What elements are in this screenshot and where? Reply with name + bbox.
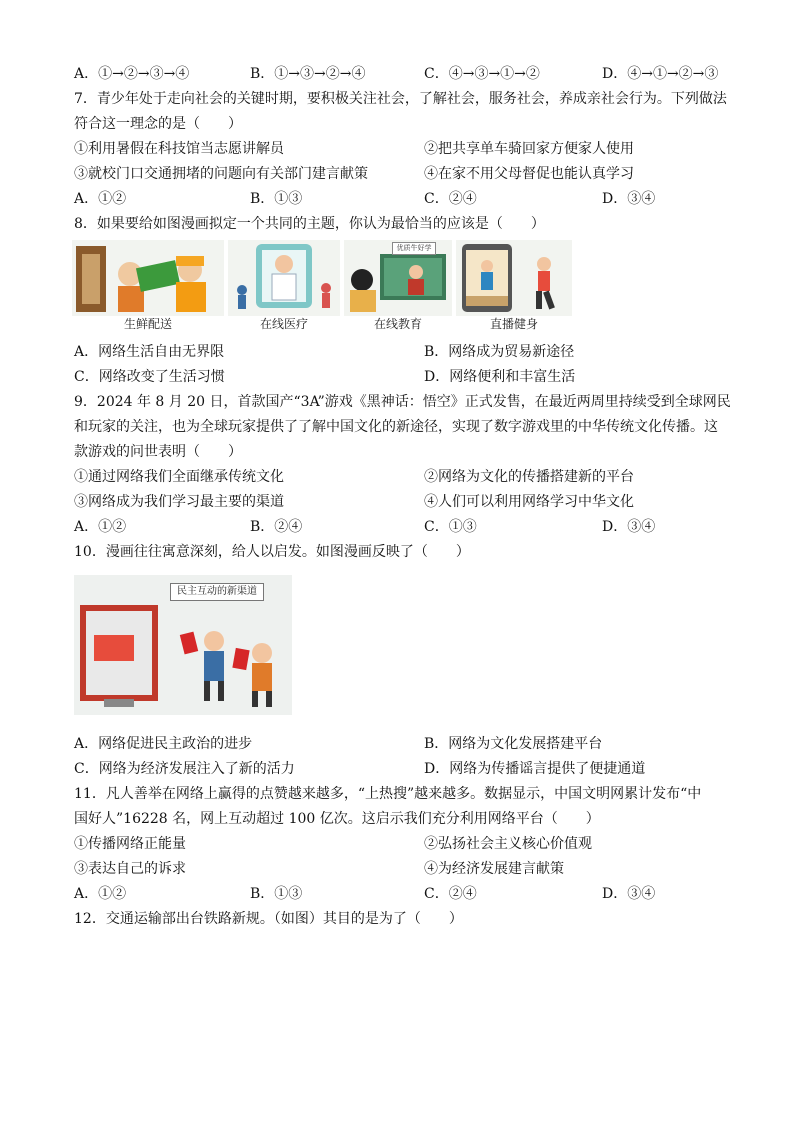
q12-stem: 12．交通运输部出台铁路新规。（如图）其目的是为了（ ）	[74, 911, 463, 927]
q8-classroom-sign: 优质牛好学	[392, 242, 436, 255]
q8-panel-live-fitness	[456, 240, 572, 332]
q7-statements-row2	[74, 164, 734, 184]
q9-option-d[interactable]: D．③④	[602, 519, 656, 535]
q8-panel-online-education	[344, 240, 452, 332]
live-fitness-icon	[456, 240, 572, 316]
q10-options-row2	[74, 759, 734, 779]
q11-options	[74, 884, 734, 904]
q11-statement-3: ③表达自己的诉求	[74, 861, 186, 877]
q9-statements-row2	[74, 492, 734, 512]
q7-statement-3: ③就校门口交通拥堵的问题向有关部门建言献策	[74, 166, 368, 182]
delivery-cartoon-icon	[72, 240, 224, 316]
q10-option-a[interactable]: A．网络促进民主政治的进步	[74, 736, 253, 752]
q11-statements-row1	[74, 834, 734, 854]
online-doctor-icon	[228, 240, 340, 316]
q9-option-c[interactable]: C．①③	[424, 519, 477, 535]
q6-options	[74, 64, 734, 84]
q8-panel-online-medical	[228, 240, 340, 332]
q6-option-d[interactable]: D．④→①→②→③	[602, 66, 719, 82]
q7-option-c[interactable]: C．②④	[424, 191, 477, 207]
q7-options	[74, 189, 734, 209]
q10-option-c[interactable]: C．网络为经济发展注入了新的活力	[74, 761, 295, 777]
q11-stem-line1: 11．凡人善举在网络上赢得的点赞越来越多，“上热搜”越来越多。数据显示，中国文明网累计发布“中	[74, 786, 702, 802]
q10-options-row1	[74, 734, 734, 754]
q8-panel-caption-3: 在线教育	[344, 316, 452, 332]
q8-option-c[interactable]: C．网络改变了生活习惯	[74, 369, 225, 385]
q11-statement-4: ④为经济发展建言献策	[424, 861, 564, 877]
q7-statement-1: ①利用暑假在科技馆当志愿讲解员	[74, 141, 284, 157]
q7-statements-row1	[74, 139, 734, 159]
q7-statement-4: ④在家不用父母督促也能认真学习	[424, 166, 634, 182]
q9-option-a[interactable]: A．①②	[74, 519, 127, 535]
q11-statements-row2	[74, 859, 734, 879]
q11-stem-line2: 国好人”16228 名，网上互动超过 100 亿次。这启示我们充分利用网络平台（ ）	[74, 811, 600, 827]
q9-stem-line3: 款游戏的问世表明（ ）	[74, 444, 242, 460]
q9-statements-row1	[74, 467, 734, 487]
q8-option-a[interactable]: A．网络生活自由无界限	[74, 344, 225, 360]
q8-options-row2	[74, 367, 734, 387]
q8-panel-caption-4: 直播健身	[456, 316, 572, 332]
q8-options-row1	[74, 342, 734, 362]
q10-stem: 10．漫画往往寓意深刻，给人以启发。如图漫画反映了（ ）	[74, 544, 470, 560]
q8-panel-caption-1: 生鲜配送	[72, 316, 224, 332]
q7-stem-line2: 符合这一理念的是（ ）	[74, 116, 242, 132]
q9-statement-1: ①通过网络我们全面继承传统文化	[74, 469, 284, 485]
q8-option-d[interactable]: D．网络便利和丰富生活	[424, 369, 576, 385]
q9-stem-line1: 9．2024 年 8 月 20 日，首款国产“3A”游戏《黑神话：悟空》正式发售，在最近两周里持续受到全球网民	[74, 394, 731, 410]
q11-option-c[interactable]: C．②④	[424, 886, 477, 902]
q9-options	[74, 517, 734, 537]
q9-statement-2: ②网络为文化的传播搭建新的平台	[424, 469, 634, 485]
q10-cartoon	[74, 575, 292, 715]
q11-statement-2: ②弘扬社会主义核心价值观	[424, 836, 592, 852]
q9-statement-3: ③网络成为我们学习最主要的渠道	[74, 494, 284, 510]
q9-stem-line2: 和玩家的关注，也为全球玩家提供了了解中国文化的新途径，实现了数字游戏里的中华传统文化传播。这	[74, 419, 718, 435]
q8-panel-fresh-delivery	[72, 240, 224, 332]
q10-cartoon-banner: 民主互动的新渠道	[170, 583, 264, 601]
q8-option-b[interactable]: B．网络成为贸易新途径	[424, 344, 575, 360]
q7-option-d[interactable]: D．③④	[602, 191, 656, 207]
q7-statement-2: ②把共享单车骑回家方便家人使用	[424, 141, 634, 157]
q8-panel-caption-2: 在线医疗	[228, 316, 340, 332]
q11-option-b[interactable]: B．①③	[250, 886, 303, 902]
q11-statement-1: ①传播网络正能量	[74, 836, 186, 852]
q11-option-d[interactable]: D．③④	[602, 886, 656, 902]
q11-option-a[interactable]: A．①②	[74, 886, 127, 902]
q7-option-b[interactable]: B．①③	[250, 191, 303, 207]
q6-option-a[interactable]: A．①→②→③→④	[74, 66, 190, 82]
q6-option-c[interactable]: C．④→③→①→②	[424, 66, 540, 82]
q7-stem-line1: 7．青少年处于走向社会的关键时期，要积极关注社会，了解社会，服务社会，养成亲社会行为。下列做法	[74, 91, 727, 107]
q9-option-b[interactable]: B．②④	[250, 519, 303, 535]
q9-statement-4: ④人们可以利用网络学习中华文化	[424, 494, 634, 510]
q8-stem: 8．如果要给如图漫画拟定一个共同的主题，你认为最恰当的应该是（ ）	[74, 216, 545, 232]
q10-option-b[interactable]: B．网络为文化发展搭建平台	[424, 736, 603, 752]
q7-option-a[interactable]: A．①②	[74, 191, 127, 207]
q10-option-d[interactable]: D．网络为传播谣言提供了便捷通道	[424, 761, 646, 777]
q6-option-b[interactable]: B．①→③→②→④	[250, 66, 366, 82]
